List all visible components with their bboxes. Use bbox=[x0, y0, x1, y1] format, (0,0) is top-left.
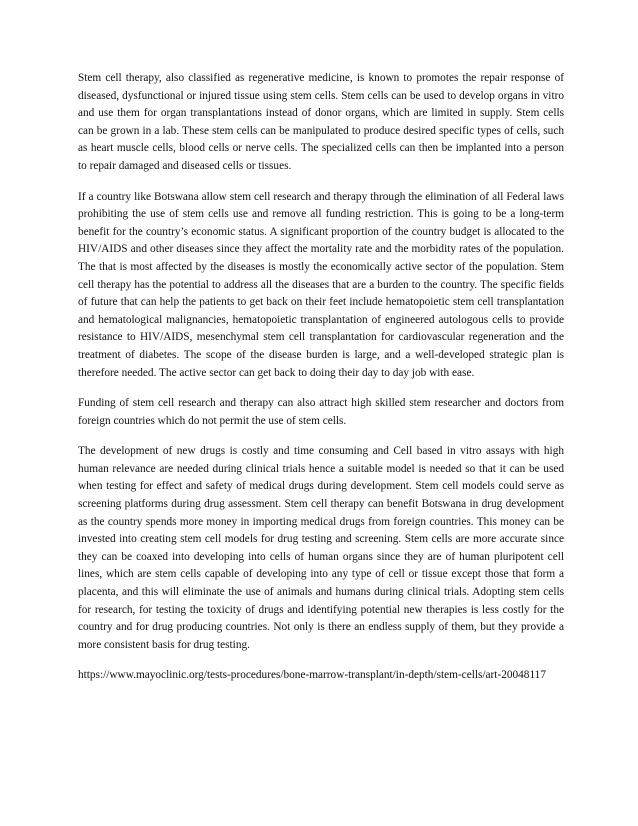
paragraph-introduction: Stem cell therapy, also classified as regenerative medicine, is known to promotes the repair response of diseased, dysfunctional or injured tissue using stem cells. Stem cells can be used to develop organs in vitro and use them for organ transplantations instead of donor organs, which are limited in supply. Stem cells can be grown in a lab. These stem cells can be manipulated to produce desired specific types of cells, such as heart muscle cells, blood cells or nerve cells. The specialized cells can then be implanted into a person to repair damaged and diseased cells or tissues. bbox=[78, 72, 564, 172]
reference-link[interactable]: https://www.mayoclinic.org/tests-procedures/bone-marrow-transplant/in-depth/stem-cells/art-20048117 bbox=[78, 669, 546, 682]
paragraph-botswana-benefits: If a country like Botswana allow stem cell research and therapy through the elimination of all Federal laws prohibiting the use of stem cells use and remove all funding restriction. This is going to be a long-term benefit for the country’s economic status. A significant proportion of the country budget is allocated to the HIV/AIDS and other diseases since they affect the mortality rate and the morbidity rates of the population. The that is most affected by the diseases is mostly the economically active sector of the population. Stem cell therapy has the potential to address all the diseases that are a burden to the country. The specific fields of future that can help the patients to get back on their feet include hematopoietic stem cell transplantation and hematological malignancies, hematopoietic transplantation of engineered autologous cells to provide resistance to HIV/AIDS, mesenchymal stem cell transplantation for cardiovascular regeneration and the treatment of diabetes. The scope of the disease burden is large, and a well-developed strategic plan is therefore needed. The active sector can get back to doing their day to day job with ease. bbox=[78, 190, 564, 379]
paragraph-funding: Funding of stem cell research and therapy can also attract high skilled stem researcher and doctors from foreign countries which do not permit the use of stem cells. bbox=[78, 397, 564, 427]
document-page bbox=[78, 70, 564, 685]
paragraph-drug-development: The development of new drugs is costly and time consuming and Cell based in vitro assays with high human relevance are needed during clinical trials hence a suitable model is needed so that it can be used when testing for effect and safety of medical drugs during development. Stem cell models could serve as screening platforms during drug assessment. Stem cell therapy can benefit Botswana in drug development as the country spends more money in importing medical drugs from foreign countries. This money can be invested into creating stem cell models for drug testing and screening. Stem cells are more accurate since they can be coaxed into developing into cells of human organs since they are of human pluripotent cell lines, which are stem cells capable of developing into any type of cell or tissue except those that form a placenta, and this will eliminate the use of animals and humans during clinical trials. Adopting stem cells for research, for testing the toxicity of drugs and identifying potential new therapies is less costly for the country and for drug producing countries. Not only is there an endless supply of them, but they provide a more consistent basis for drug testing. bbox=[78, 445, 564, 651]
